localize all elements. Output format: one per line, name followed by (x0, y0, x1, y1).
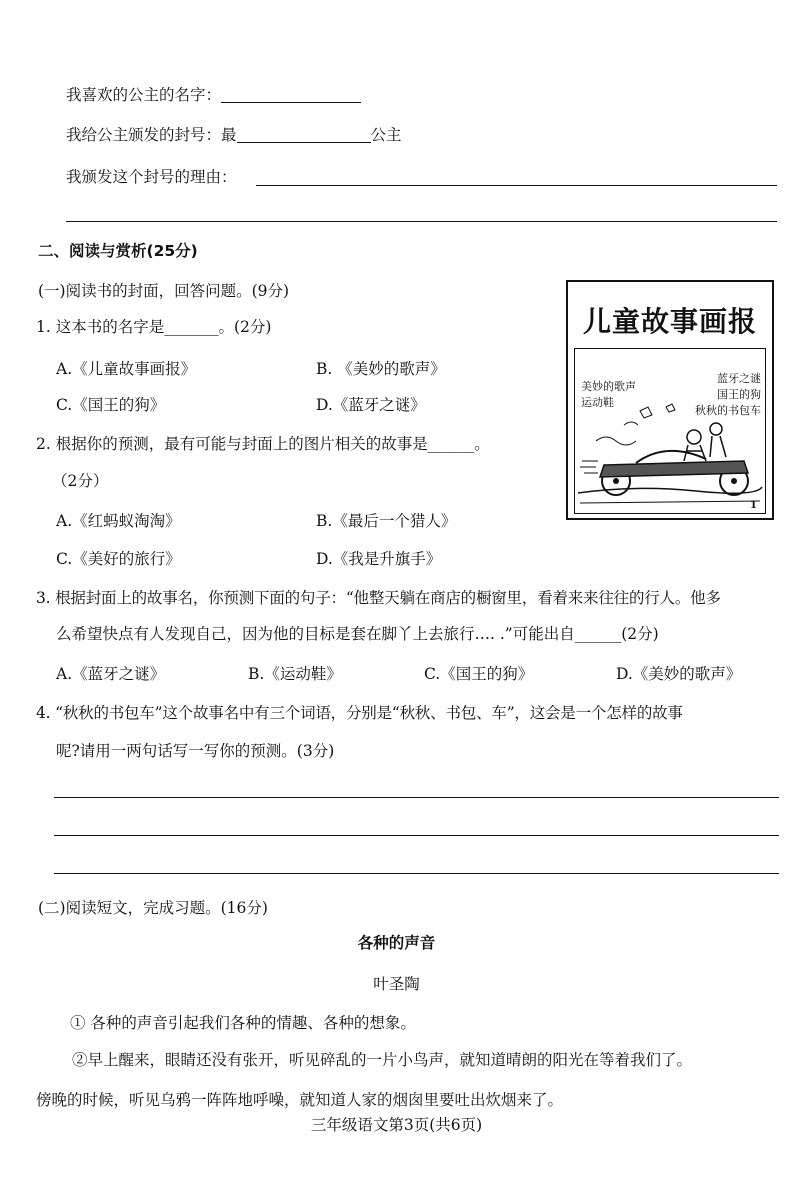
book-cover (566, 280, 774, 520)
q4-answer-line-1[interactable] (54, 797, 779, 798)
article-paragraph-2-line1: ②早上醒来，眼睛还没有张开，听见碎乱的一片小鸟声，就知道晴朗的阳光在等着我们了。 (72, 1051, 693, 1069)
title-label-prefix: 我给公主颁发的封号：最 (66, 126, 237, 144)
q2-option-c[interactable]: C.《美好的旅行》 (56, 550, 181, 568)
q4-stem-line1: 4. “秋秋的书包车”这个故事名中有三个词语，分别是“秋秋、书包、车”，这会是一个怎样的故事 (36, 704, 683, 722)
q3-stem-line1: 3. 根据封面上的故事名，你预测下面的句子：“他整天躺在商店的橱窗里，看着来来往往的行人。他多 (36, 589, 721, 607)
cover-illustration (576, 401, 764, 511)
cover-illustration-frame (574, 348, 766, 514)
q4-answer-line-2[interactable] (54, 835, 779, 836)
cover-story: 秋秋的书包车 (695, 404, 761, 417)
part1-heading: (一)阅读书的封面，回答问题。(9分) (38, 282, 290, 300)
cover-page-number: 1 (750, 500, 757, 511)
q1-stem: 1. 这本书的名字是_______。(2分) (36, 318, 272, 336)
q3-option-b[interactable]: B.《运动鞋》 (248, 665, 342, 683)
q2-option-b[interactable]: B.《最后一个猎人》 (316, 512, 457, 530)
part2-heading: (二)阅读短文，完成习题。(16分) (38, 899, 268, 917)
title-blank[interactable] (237, 126, 371, 143)
section-heading: 二、阅读与赏析(25分) (38, 242, 198, 260)
q3-stem-line2: 么希望快点有人发现自己，因为他的目标是套在脚丫上去旅行…. .”可能出自______(2分) (56, 625, 659, 643)
title-label-suffix: 公主 (370, 126, 402, 144)
page-footer: 三年级语文第3页(共6页) (310, 1116, 483, 1134)
q2-points: （2分） (52, 472, 109, 490)
cover-title: 儿童故事画报 (582, 305, 757, 338)
title-row (66, 124, 402, 146)
q1-option-a[interactable]: A.《儿童故事画报》 (56, 360, 197, 378)
q2-stem: 2. 根据你的预测，最有可能与封面上的图片相关的故事是______。 (36, 435, 490, 453)
q4-answer-line-3[interactable] (54, 873, 779, 874)
reason-label: 我颁发这个封号的理由： (66, 168, 237, 186)
q1-option-b[interactable]: B. 《美妙的歌声》 (316, 360, 446, 378)
cover-story: 国王的狗 (717, 388, 761, 401)
cover-story: 美妙的歌声 (581, 380, 636, 393)
cover-story: 蓝牙之谜 (717, 372, 761, 385)
article-author: 叶圣陶 (373, 975, 420, 993)
reason-answer-line-2[interactable] (66, 221, 777, 222)
article-paragraph-1: ① 各种的声音引起我们各种的情趣、各种的想象。 (70, 1014, 416, 1032)
article-title: 各种的声音 (357, 934, 436, 952)
q2-option-d[interactable]: D.《我是升旗手》 (316, 550, 442, 568)
favorite-name-blank[interactable] (221, 86, 361, 103)
q2-option-a[interactable]: A.《红蚂蚁淘淘》 (56, 512, 181, 530)
cover-story: 运动鞋 (581, 396, 614, 409)
favorite-name-row (66, 84, 361, 106)
q1-option-c[interactable]: C.《国王的狗》 (56, 396, 166, 414)
q3-option-c[interactable]: C.《国王的狗》 (424, 665, 534, 683)
q4-stem-line2: 呢?请用一两句话写一写你的预测。(3分) (56, 742, 335, 760)
favorite-name-label: 我喜欢的公主的名字： (66, 86, 222, 104)
q3-option-a[interactable]: A.《蓝牙之谜》 (56, 665, 166, 683)
q3-option-d[interactable]: D.《美妙的歌声》 (616, 665, 742, 683)
reason-answer-line-1[interactable] (256, 185, 777, 186)
article-paragraph-2-line2: 傍晚的时候，听见乌鸦一阵阵地呼噪，就知道人家的烟囱里要吐出炊烟来了。 (36, 1091, 564, 1109)
q1-option-d[interactable]: D.《蓝牙之谜》 (316, 396, 426, 414)
